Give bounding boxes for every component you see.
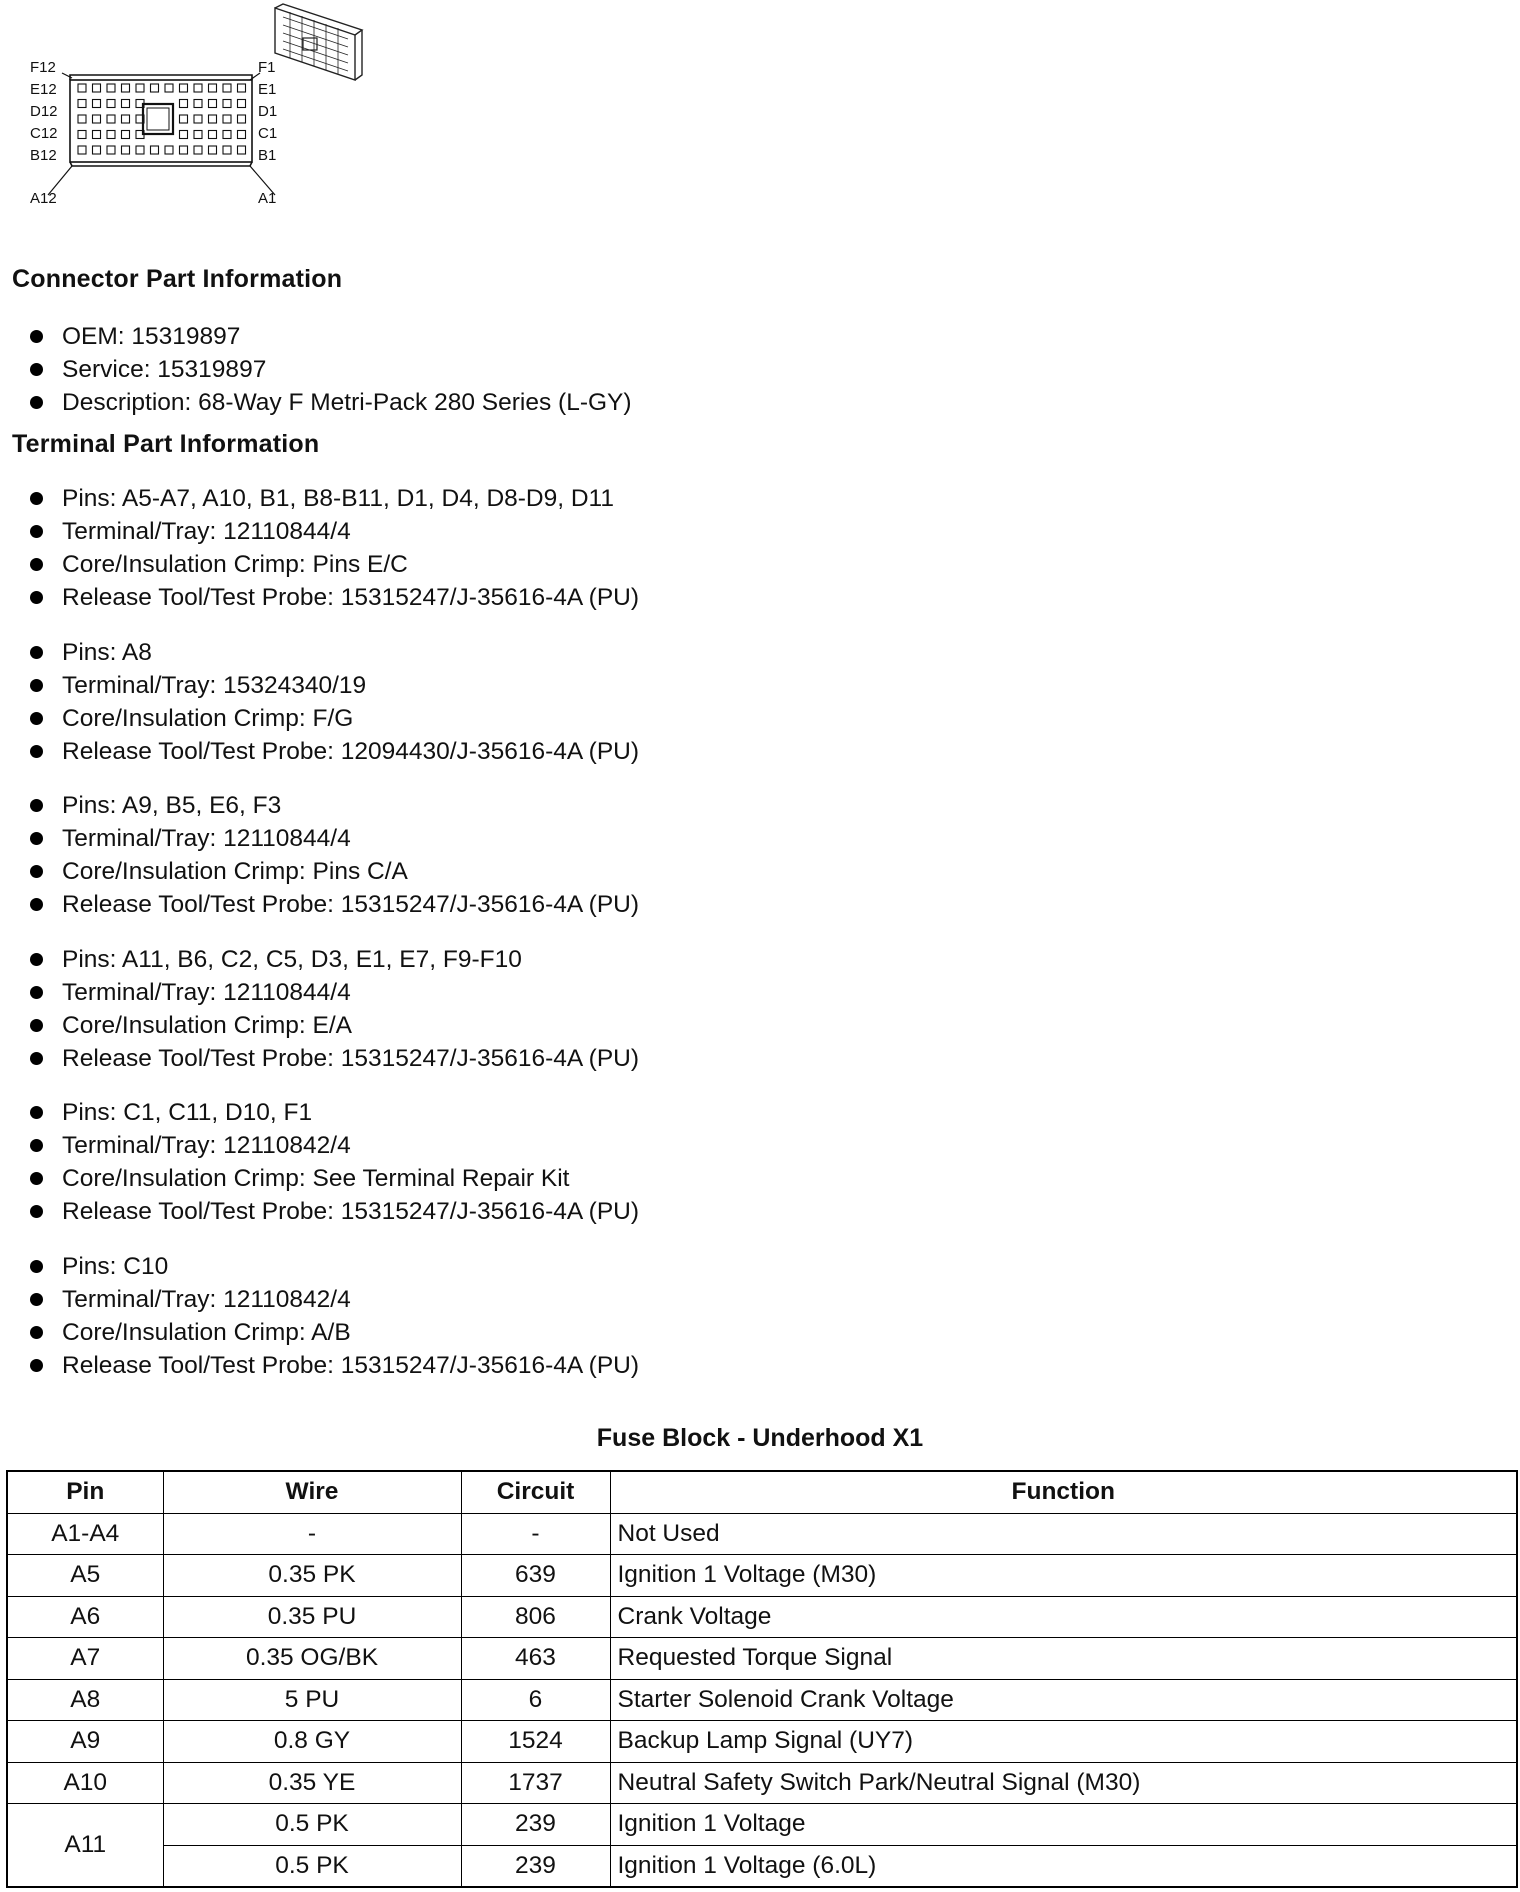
connector-pin-cavity [107, 131, 115, 139]
connector-pin-cavity [180, 100, 188, 108]
table-row [7, 1721, 1517, 1763]
cell-wire: 0.8 GY [163, 1721, 461, 1763]
cell-wire: 0.35 PU [163, 1596, 461, 1638]
cell-function: Starter Solenoid Crank Voltage [610, 1679, 1517, 1721]
connector-pin-cavity [136, 146, 144, 154]
connector-pin-cavity [194, 131, 202, 139]
connector-pin-cavity [78, 84, 86, 92]
connector-pin-cavity [223, 115, 231, 123]
cell-pin: A6 [7, 1596, 163, 1638]
cell-wire: 0.35 YE [163, 1762, 461, 1804]
header-pin: Pin [7, 1471, 163, 1513]
cell-function: Not Used [610, 1513, 1517, 1555]
terminal-info-item: Terminal/Tray: 15324340/19 [30, 669, 639, 702]
connector-pin-cavity [93, 131, 101, 139]
cell-wire: 0.5 PK [163, 1845, 461, 1887]
table-row [7, 1596, 1517, 1638]
connector-pin-cavity [194, 115, 202, 123]
terminal-info-item: Release Tool/Test Probe: 15315247/J-35616-4A (PU) [30, 888, 639, 921]
connector-pin-cavity [223, 100, 231, 108]
right-row-label: A1 [258, 190, 277, 207]
connector-info-title: Connector Part Information [12, 265, 343, 293]
terminal-info-item: Terminal/Tray: 12110842/4 [30, 1129, 639, 1162]
right-row-label: C1 [258, 125, 278, 142]
cell-function: Ignition 1 Voltage (6.0L) [610, 1845, 1517, 1887]
cell-pin: A7 [7, 1638, 163, 1680]
cell-circuit: 1737 [461, 1762, 610, 1804]
right-row-label: E1 [258, 81, 277, 98]
terminal-info-item: Terminal/Tray: 12110844/4 [30, 822, 639, 855]
connector-pin-cavity [238, 100, 246, 108]
cell-function: Ignition 1 Voltage (M30) [610, 1555, 1517, 1597]
terminal-info-item: Release Tool/Test Probe: 15315247/J-35616-4A (PU) [30, 1195, 639, 1228]
terminal-group [30, 943, 639, 1075]
terminal-group [30, 482, 639, 614]
connector-pin-cavity [238, 84, 246, 92]
connector-pin-cavity [180, 131, 188, 139]
connector-pin-cavity [194, 100, 202, 108]
left-row-label: D12 [30, 103, 58, 120]
connector-pin-cavity [209, 84, 217, 92]
cell-pin: A9 [7, 1721, 163, 1763]
terminal-info-item: Core/Insulation Crimp: F/G [30, 702, 639, 735]
table-row [7, 1555, 1517, 1597]
terminal-info-item: Core/Insulation Crimp: A/B [30, 1316, 639, 1349]
connector-pin-cavity [93, 84, 101, 92]
left-row-label: E12 [30, 81, 57, 98]
connector-pin-cavity [180, 146, 188, 154]
connector-pin-cavity [223, 84, 231, 92]
connector-3d-view [275, 4, 362, 80]
connector-pin-cavity [194, 84, 202, 92]
cell-function: Neutral Safety Switch Park/Neutral Signal (M30) [610, 1762, 1517, 1804]
cell-circuit: 6 [461, 1679, 610, 1721]
terminal-info-item: Core/Insulation Crimp: Pins C/A [30, 855, 639, 888]
connector-pin-cavity [209, 146, 217, 154]
connector-pin-cavity [209, 115, 217, 123]
terminal-info-item: Terminal/Tray: 12110842/4 [30, 1283, 639, 1316]
connector-pin-cavity [78, 131, 86, 139]
terminal-info-item: Release Tool/Test Probe: 12094430/J-35616-4A (PU) [30, 735, 639, 768]
terminal-info-item: Pins: A9, B5, E6, F3 [30, 789, 639, 822]
table-row [7, 1845, 1517, 1887]
terminal-info-item: Pins: C10 [30, 1250, 639, 1283]
header-circuit: Circuit [461, 1471, 610, 1513]
connector-pin-cavity [93, 146, 101, 154]
right-row-label: F1 [258, 59, 276, 76]
left-row-label: A12 [30, 190, 57, 207]
right-row-label: D1 [258, 103, 278, 120]
cell-wire: 0.35 PK [163, 1555, 461, 1597]
cell-function: Crank Voltage [610, 1596, 1517, 1638]
connector-pin-cavity [107, 100, 115, 108]
terminal-info-item: Pins: A11, B6, C2, C5, D3, E1, E7, F9-F10 [30, 943, 639, 976]
connector-housing [70, 75, 252, 166]
terminal-group [30, 636, 639, 768]
terminal-info-item: Release Tool/Test Probe: 15315247/J-35616-4A (PU) [30, 1042, 639, 1075]
cell-wire: 0.5 PK [163, 1804, 461, 1846]
cell-circuit: 639 [461, 1555, 610, 1597]
connector-pin-cavity [122, 115, 130, 123]
connector-pin-cavity [107, 146, 115, 154]
cell-circuit: 239 [461, 1804, 610, 1846]
connector-pin-cavity [107, 115, 115, 123]
table-row [7, 1762, 1517, 1804]
table-row [7, 1513, 1517, 1555]
connector-pin-cavity [78, 115, 86, 123]
terminal-info-item: Release Tool/Test Probe: 15315247/J-35616-4A (PU) [30, 1349, 639, 1382]
table-row [7, 1638, 1517, 1680]
connector-pin-cavity [180, 84, 188, 92]
cell-circuit: 463 [461, 1638, 610, 1680]
cell-wire: 5 PU [163, 1679, 461, 1721]
cell-wire: 0.35 OG/BK [163, 1638, 461, 1680]
cell-pin: A10 [7, 1762, 163, 1804]
terminal-info-item: Pins: A5-A7, A10, B1, B8-B11, D1, D4, D8-D9, D11 [30, 482, 639, 515]
connector-info-list [30, 320, 632, 419]
connector-pin-cavity [238, 146, 246, 154]
terminal-group [30, 1096, 639, 1228]
terminal-info-item: Core/Insulation Crimp: E/A [30, 1009, 639, 1042]
connector-pin-cavity [238, 115, 246, 123]
left-row-label: B12 [30, 147, 57, 164]
cell-circuit: 1524 [461, 1721, 610, 1763]
cell-pin: A11 [7, 1804, 163, 1888]
connector-pin-cavity [78, 146, 86, 154]
right-row-label: B1 [258, 147, 277, 164]
terminal-info-item: Terminal/Tray: 12110844/4 [30, 976, 639, 1009]
cell-pin: A5 [7, 1555, 163, 1597]
connector-diagram [0, 0, 380, 215]
cell-pin: A1-A4 [7, 1513, 163, 1555]
connector-pin-cavity [151, 146, 159, 154]
connector-pin-cavity [122, 146, 130, 154]
left-row-label: F12 [30, 59, 56, 76]
left-row-label: C12 [30, 125, 58, 142]
connector-pin-cavity [93, 100, 101, 108]
connector-pin-cavity [122, 131, 130, 139]
cell-circuit: - [461, 1513, 610, 1555]
connector-pin-cavity [223, 131, 231, 139]
connector-pin-cavity [122, 100, 130, 108]
terminal-info-item: Release Tool/Test Probe: 15315247/J-35616-4A (PU) [30, 581, 639, 614]
connector-pin-cavity [238, 131, 246, 139]
header-function: Function [610, 1471, 1517, 1513]
connector-pin-cavity [93, 115, 101, 123]
terminal-info-item: Pins: A8 [30, 636, 639, 669]
connector-info-item: Service: 15319897 [30, 353, 632, 386]
header-wire: Wire [163, 1471, 461, 1513]
cell-circuit: 806 [461, 1596, 610, 1638]
connector-pin-cavity [122, 84, 130, 92]
connector-pin-cavity [165, 84, 173, 92]
connector-pin-grid [78, 84, 246, 154]
connector-pin-cavity [136, 84, 144, 92]
connector-pin-cavity [194, 146, 202, 154]
cell-wire: - [163, 1513, 461, 1555]
cell-function: Requested Torque Signal [610, 1638, 1517, 1680]
connector-pin-cavity [180, 115, 188, 123]
connector-pin-cavity [223, 146, 231, 154]
terminal-info-item: Pins: C1, C11, D10, F1 [30, 1096, 639, 1129]
terminal-info-item: Core/Insulation Crimp: See Terminal Repair Kit [30, 1162, 639, 1195]
terminal-info-item: Terminal/Tray: 12110844/4 [30, 515, 639, 548]
connector-pin-cavity [151, 84, 159, 92]
cell-circuit: 239 [461, 1845, 610, 1887]
table-body [7, 1513, 1517, 1887]
connector-pin-cavity [209, 131, 217, 139]
connector-pin-cavity [209, 100, 217, 108]
connector-info-item: OEM: 15319897 [30, 320, 632, 353]
connector-info-item: Description: 68-Way F Metri-Pack 280 Series (L-GY) [30, 386, 632, 419]
cell-pin: A8 [7, 1679, 163, 1721]
terminal-info-item: Core/Insulation Crimp: Pins E/C [30, 548, 639, 581]
table-header-row [7, 1471, 1517, 1513]
cell-function: Ignition 1 Voltage [610, 1804, 1517, 1846]
table-row [7, 1679, 1517, 1721]
connector-pin-cavity [165, 146, 173, 154]
connector-pin-cavity [107, 84, 115, 92]
connector-pin-cavity [78, 100, 86, 108]
pinout-table [6, 1470, 1518, 1888]
terminal-group [30, 1250, 639, 1382]
terminal-group [30, 789, 639, 921]
table-title: Fuse Block - Underhood X1 [596, 1424, 924, 1452]
table-row [7, 1804, 1517, 1846]
cell-function: Backup Lamp Signal (UY7) [610, 1721, 1517, 1763]
terminal-info-title: Terminal Part Information [12, 430, 320, 458]
